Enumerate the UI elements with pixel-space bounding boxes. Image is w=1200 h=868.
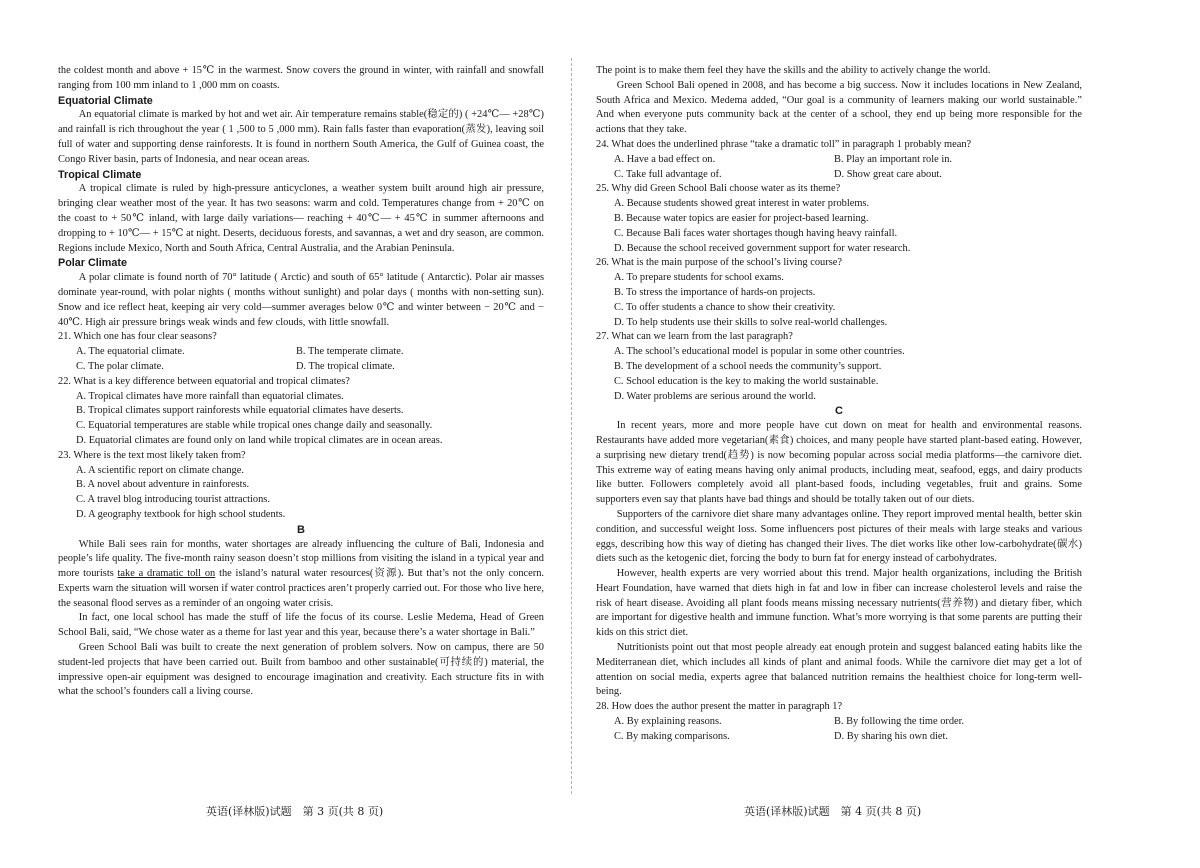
passage-b-paragraph-3-tail: The point is to make them feel they have the skills and the ability to actively change the world. xyxy=(596,65,991,76)
option-c: C. The polar climate. xyxy=(76,360,164,372)
option-d: D. The tropical climate. xyxy=(296,360,395,372)
option-a: A. Have a bad effect on. xyxy=(614,153,716,165)
option-c: C. To offer students a chance to show their creativity. xyxy=(614,301,836,313)
question-27 xyxy=(596,330,1082,404)
passage-b-paragraph-4: Green School Bali opened in 2008, and has become a big success. Now it includes locations in New Zealand, South Africa and Mexico. Medema added, “Our goal is a community of learners making our world sustainable.” And when everyone puts community back at the center of a school, they end up being more responsible for the actions that they take. xyxy=(596,79,1082,136)
question-stem: 26. What is the main purpose of the school’s living course? xyxy=(596,257,842,269)
option-c: C. By making comparisons. xyxy=(614,730,730,742)
question-stem: 27. What can we learn from the last paragraph? xyxy=(596,331,793,343)
question-stem: 21. Which one has four clear seasons? xyxy=(58,331,217,343)
equatorial-heading: Equatorial Climate xyxy=(58,94,153,107)
page-divider xyxy=(571,58,572,794)
passage-b-paragraph-1 xyxy=(58,538,544,612)
option-a: A. By explaining reasons. xyxy=(614,716,722,728)
option-c: C. Because Bali faces water shortages though having heavy rainfall. xyxy=(614,227,898,239)
question-25 xyxy=(596,182,1082,256)
passage-b-paragraph-3: Green School Bali was built to create the next generation of problem solvers. Now on campus, there are 50 student-led projects that have been carried out. Built from bamboo and other sustainable(可持续的) material, the impressive open-air equipment was designed to encourage imagination and creativity. Each structure fits in with what the school’s founders call a living course. xyxy=(58,642,544,698)
section-b-heading: B xyxy=(297,523,305,536)
question-28 xyxy=(596,700,1082,744)
passage-b-paragraph-2: In fact, one local school has made the stuff of life the focus of its course. Leslie Medema, Head of Green School Bali, said, “We chose water as a theme for last year and this year, because there’s a water shortage in Bali.” xyxy=(58,612,544,639)
right-page-column xyxy=(596,64,1082,745)
passage-c-paragraph-2: Supporters of the carnivore diet share many advantages online. They report improved mental health, better skin condition, and successful weight loss. Some influencers post pictures of their meals with large steaks and various eggs, describing how this way of dieting has changed their lives. The diet works like other low-carbohydrate(碳水) diets such as the ketogenic diet, forcing the body to burn fat for energy instead of carbohydrates. xyxy=(596,508,1082,565)
tropical-heading: Tropical Climate xyxy=(58,168,142,181)
option-a: A. The equatorial climate. xyxy=(76,346,185,358)
option-a: A. Because students showed great interest in water problems. xyxy=(614,198,870,210)
question-stem: 28. How does the author present the matter in paragraph 1? xyxy=(596,701,843,713)
question-23 xyxy=(58,449,544,523)
option-b: B. Tropical climates support rainforests while equatorial climates have deserts. xyxy=(76,405,404,417)
option-a: A. To prepare students for school exams. xyxy=(614,272,784,284)
question-stem: 23. Where is the text most likely taken from? xyxy=(58,449,246,461)
text-segment: the island’s natural water resources(资源). But that’s not the only concern. Experts warn the situation will worsen if water control practices aren’t properly carried out. For those who live here, the seasonal flood serves as a reminder of an ongoing water crisis. xyxy=(58,568,544,609)
option-b: B. Because water topics are easier for project-based learning. xyxy=(614,212,869,224)
underlined-phrase: take a dramatic toll on xyxy=(117,568,216,580)
question-22 xyxy=(58,375,544,449)
question-21 xyxy=(58,330,544,374)
option-d: D. Water problems are serious around the world. xyxy=(614,390,816,402)
option-d: D. To help students use their skills to solve real-world challenges. xyxy=(614,316,888,328)
section-c-heading: C xyxy=(835,405,843,418)
passage-c-paragraph-4: Nutritionists point out that most people already eat enough protein and suggest balanced eating habits like the Mediterranean diet, which includes all kinds of plant and animal foods. While the carnivore diet may get a lot of attention on social media, experts agree that balanced nutrition remains the healthiest choice for long-term well-being. xyxy=(596,642,1082,698)
option-d: D. Equatorial climates are found only on land while tropical climates are in ocean areas. xyxy=(76,434,443,446)
option-c: C. A travel blog introducing tourist attractions. xyxy=(76,494,270,506)
option-c: C. Take full advantage of. xyxy=(614,168,722,180)
option-b: B. By following the time order. xyxy=(834,716,965,728)
option-b: B. Play an important role in. xyxy=(834,153,953,165)
question-stem: 22. What is a key difference between equatorial and tropical climates? xyxy=(58,375,350,387)
option-d: D. Show great care about. xyxy=(834,168,942,180)
option-d: D. A geography textbook for high school students. xyxy=(76,508,286,520)
equatorial-text: An equatorial climate is marked by hot and wet air. Air temperature remains stable(稳定的) ( +24℃— +28℃) and rainfall is rich throughout the year ( 1 ,500 to 5 ,000 mm). Rain falls faster than evaporation(蒸发), leaving soil full of water and supporting dense rainforests. It is found in northern South America, the Gulf of Guinea coast, the Congo River basin, parts of Indonesia, and near ocean areas. xyxy=(58,109,544,165)
question-24 xyxy=(596,138,1082,182)
polar-heading: Polar Climate xyxy=(58,257,128,270)
passage-c-paragraph-3: However, health experts are very worried about this trend. Major health organizations, including the British Heart Foundation, have warned that diets high in fat and low in fiber can increase cholesterol levels and raise the risk of heart disease. Avoiding all plant foods means missing necessary nutrients(营养物) and dietary fiber, which are important for digestive health and immune function. What’s more worrying is that some parents are putting their kids on this strict diet. xyxy=(596,568,1082,639)
text-segment: While Bali sees rain for months, water shortages are already influencing the culture of Bali, Indonesia and people’s life quality. The five-month rainy season doesn’t stop millions from visiting the island in a typical year and more tourists xyxy=(58,538,544,580)
option-a: A. A scientific report on climate change. xyxy=(76,464,244,476)
option-c: C. School education is the key to making the world sustainable. xyxy=(614,375,879,387)
option-d: D. By sharing his own diet. xyxy=(834,730,949,742)
option-b: B. A novel about adventure in rainforests. xyxy=(76,479,250,491)
option-b: B. To stress the importance of hards-on projects. xyxy=(614,286,816,298)
tropical-text: A tropical climate is ruled by high-pressure anticyclones, a weather system built around high air pressure, bringing clear weather most of the year. It has two seasons: warm and cold. Temperatures change from + 20℃ on the coast to + 50℃ inland, with large daily variations— reaching + 40℃— + 45℃ in summer afternoons and dropping to + 10℃— + 15℃ at night. Deserts, deciduous forests, and savannas, a wet and dry season, are common. Regions include Mexico, North and South Africa, Central Australia, and the Arabian Peninsula. xyxy=(58,183,544,254)
option-a: A. Tropical climates have more rainfall than equatorial climates. xyxy=(76,390,344,402)
option-b: B. The development of a school needs the community’s support. xyxy=(614,360,882,372)
left-page-column xyxy=(58,64,544,700)
option-c: C. Equatorial temperatures are stable while tropical ones change daily and seasonally. xyxy=(76,420,433,432)
option-d: D. Because the school received government support for water research. xyxy=(614,242,911,254)
temperate-text-tail: the coldest month and above + 15℃ in the warmest. Snow covers the ground in winter, with rainfall and snowfall ranging from 100 mm inland to 1 ,000 mm on coasts. xyxy=(58,65,544,91)
option-b: B. The temperate climate. xyxy=(296,346,404,358)
page-footer-left: 英语(译林版)试题 第 3 页(共 8 页) xyxy=(206,805,384,818)
question-26 xyxy=(596,256,1082,330)
passage-c-paragraph-1: In recent years, more and more people have cut down on meat for health and environmental reasons. Restaurants have added more vegetarian(素食) choices, and many people have started plant-based eating. However, a surprising new dietary trend(趋势) is now becoming popular across social media platforms—the carnivore diet. This extreme way of eating means having only animal products, including meat, seafood, eggs, and dairy products like butter. Followers completely avoid all plant-based foods, including vegetables, fruit and grains. Some supporters even say that plants have bad things and should be totally taken out of our diets. xyxy=(596,420,1082,506)
polar-text: A polar climate is found north of 70° latitude ( Arctic) and south of 65° latitude ( Antarctic). Polar air masses dominate year-round, with polar nights ( months without sunlight) and polar days ( months with non-setting sun). Snow and ice reflect heat, keeping air very cold—summer averages below 0℃ and winter between − 20℃ and − 40℃. High air pressure brings weak winds and few clouds, with little snowfall. xyxy=(58,272,544,328)
page-footer-right: 英语(译林版)试题 第 4 页(共 8 页) xyxy=(744,805,922,818)
option-a: A. The school’s educational model is popular in some other countries. xyxy=(614,346,905,358)
question-stem: 25. Why did Green School Bali choose water as its theme? xyxy=(596,183,841,195)
question-stem: 24. What does the underlined phrase “take a dramatic toll” in paragraph 1 probably mean? xyxy=(596,138,972,150)
